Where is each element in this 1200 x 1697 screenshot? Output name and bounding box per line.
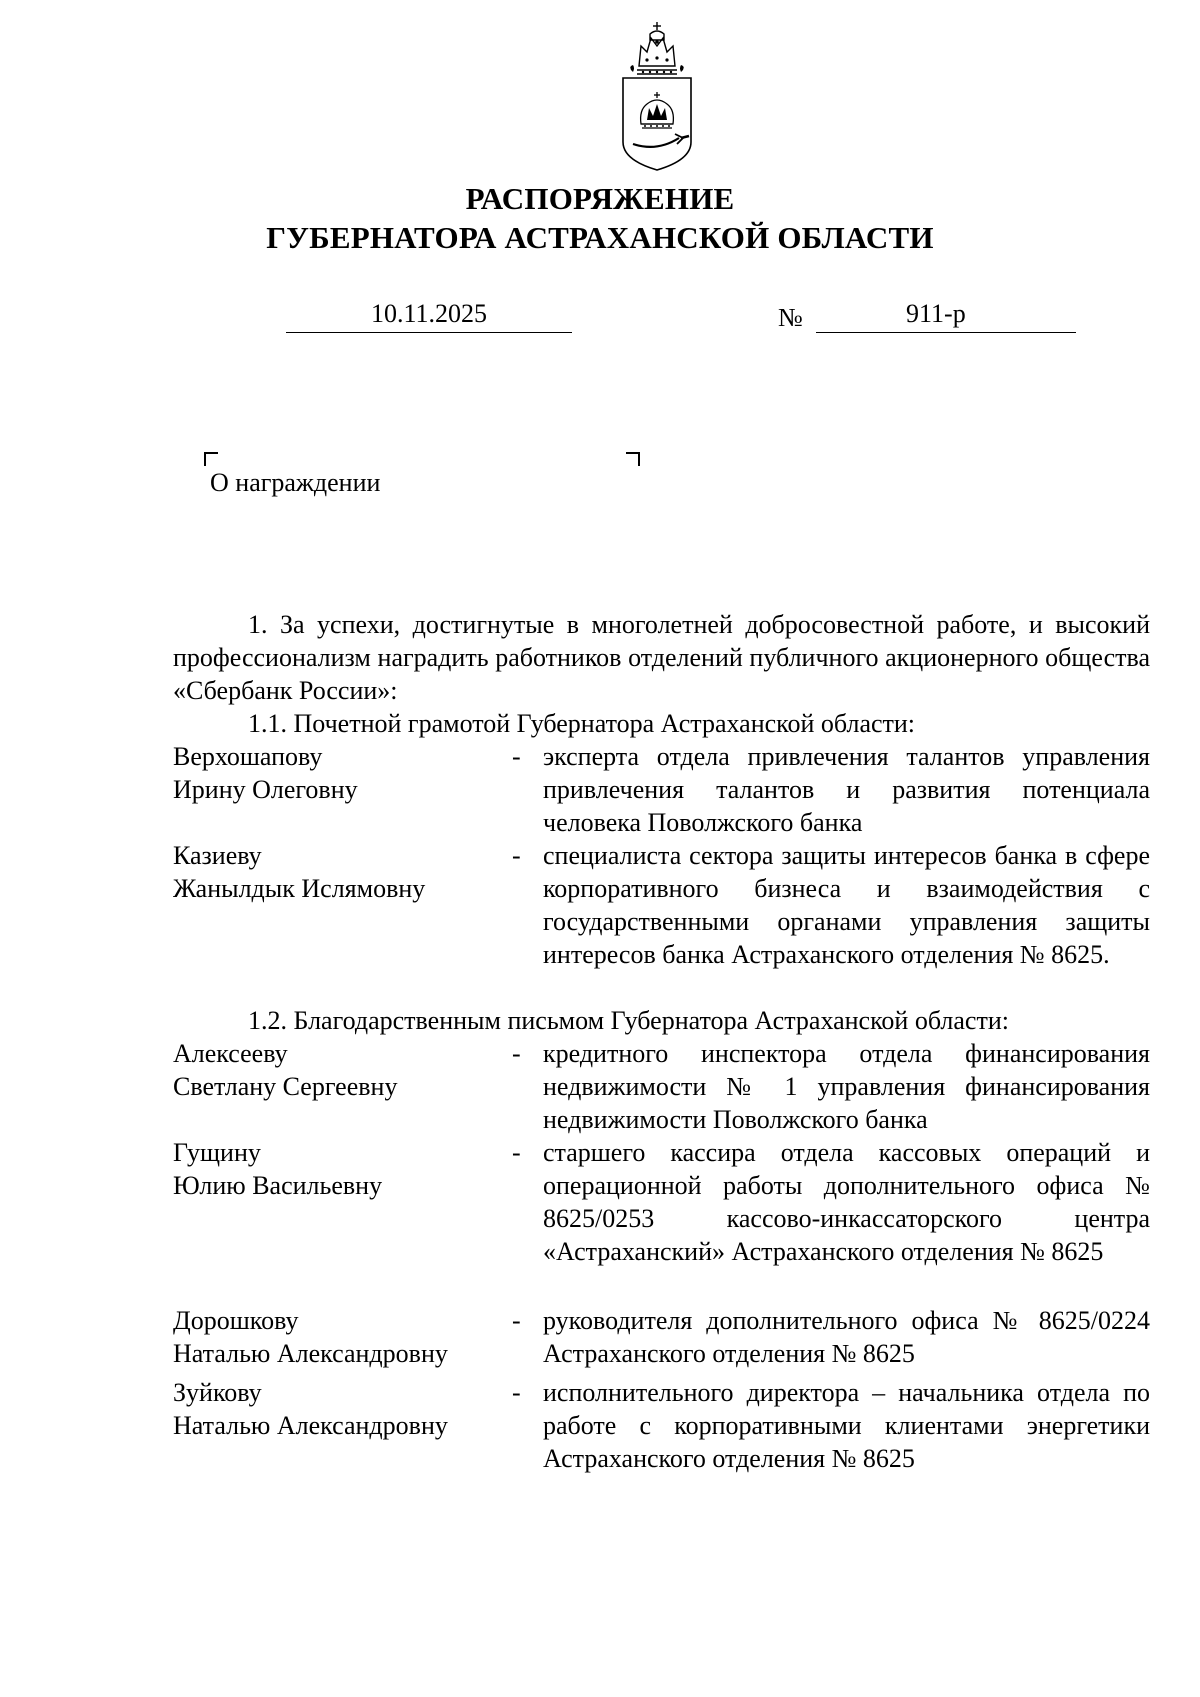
- entry-dash: -: [512, 1138, 521, 1167]
- astrakhan-coat-of-arms-emblem: [617, 20, 697, 172]
- document-number-field: [816, 299, 1076, 333]
- person-position: эксперта отдела привлечения талантов управления привлечения талантов и развития потенциала человека Поволжского банка: [543, 742, 1150, 837]
- person-position: исполнительного директора – начальника отдела по работе с корпоративными клиентами энергетики Астраханского отделения № 8625: [543, 1378, 1150, 1473]
- person-position: старшего кассира отдела кассовых операций и операционной работы дополнительного офиса № 8625/0253 кассово-инкассаторского центра «Астраханский» Астраханского отделения № 8625: [543, 1138, 1150, 1266]
- person-name: Гущину Юлию Васильевну: [173, 1138, 383, 1200]
- person-position: кредитного инспектора отдела финансирования недвижимости № 1 управления финансирования недвижимости Поволжского банка: [543, 1039, 1150, 1134]
- entry-dash: -: [512, 742, 521, 771]
- subject-bracket-left: [204, 452, 218, 466]
- person-name: Дорошкову Наталью Александровну: [173, 1306, 448, 1368]
- person-name: Казиеву Жанылдык Ислямовну: [173, 841, 426, 903]
- person-position: специалиста сектора защиты интересов банка в сфере корпоративного бизнеса и взаимодействия с государственными органами управления защиты интересов банка Астраханского отделения № 8625.: [543, 841, 1150, 969]
- number-sign: №: [778, 303, 803, 332]
- person-name: Алексееву Светлану Сергеевну: [173, 1039, 398, 1101]
- subject-bracket-right: [626, 452, 640, 466]
- document-subject: О награждении: [210, 468, 381, 497]
- person-name: Верхошапову Ирину Олеговну: [173, 742, 358, 804]
- entry-dash: -: [512, 841, 521, 870]
- person-position: руководителя дополнительного офиса № 8625/0224 Астраханского отделения № 8625: [543, 1306, 1150, 1368]
- entry-dash: -: [512, 1039, 521, 1068]
- document-issuer: ГУБЕРНАТОРА АСТРАХАНСКОЙ ОБЛАСТИ: [266, 220, 934, 255]
- document-date: 10.11.2025: [286, 299, 572, 333]
- document-title: РАСПОРЯЖЕНИЕ: [465, 181, 735, 216]
- person-name: Зуйкову Наталью Александровну: [173, 1378, 448, 1440]
- main-paragraph: 1. За успехи, достигнутые в многолетней добросовестной работе, и высокий профессионализм наградить работников отделений публичного акционерного общества «Сбербанк России»:: [173, 610, 1150, 705]
- section-heading-1-2: 1.2. Благодарственным письмом Губернатора Астраханской области:: [248, 1006, 1009, 1035]
- document-number: 911-р: [906, 299, 966, 328]
- entry-dash: -: [512, 1378, 521, 1407]
- section-heading-1-1: 1.1. Почетной грамотой Губернатора Астраханской области:: [248, 709, 916, 738]
- entry-dash: -: [512, 1306, 521, 1335]
